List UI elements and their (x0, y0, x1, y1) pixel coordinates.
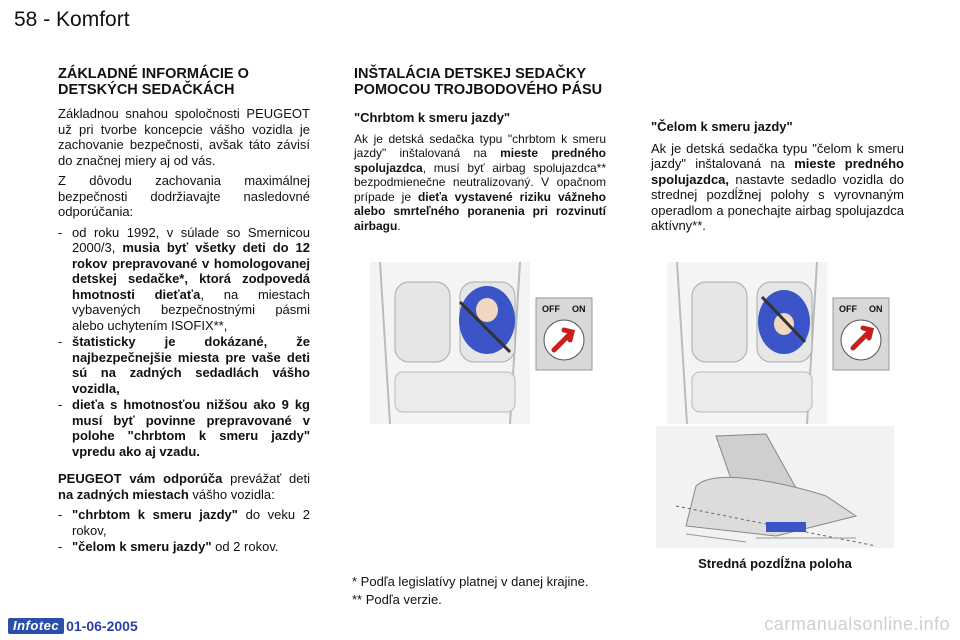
child-head (774, 313, 794, 335)
age-list (58, 507, 310, 555)
child-head (476, 298, 498, 322)
paragraph-recommendations: Z dôvodu zachovania maximálnej bezpečnosti dodržiavajte nasledovné odporúčania: (58, 173, 310, 219)
list-item: - od roku 1992, v súlade so Smernicou 2000/3, musia byť všetky deti do 12 rokov prepravované v homologovanej detskej sedačke*, ktorá zodpovedá hmotnosti dieťaťa, na miestach vybavených bezpečnostnými pásmi alebo uchytením ISOFIX**, (58, 224, 310, 333)
page-title: 58 - Komfort (14, 8, 130, 31)
column-forward-facing (651, 119, 904, 239)
rear-facing-seat-illustration (350, 262, 598, 424)
subheading-rear-facing: "Chrbtom k smeru jazdy" (354, 110, 511, 125)
airbag-label-strip (766, 522, 806, 532)
subheading-forward-facing: "Čelom k smeru jazdy" (651, 119, 793, 134)
footnotes (352, 574, 604, 609)
recommendation-list (58, 225, 310, 460)
forward-facing-seat-illustration (647, 262, 895, 424)
airbag-on-label: ON (869, 304, 883, 314)
list-item: - "chrbtom k smeru jazdy" do veku 2 rokov, (58, 507, 310, 538)
footer (8, 618, 138, 634)
section-heading-installation: INŠTALÁCIA DETSKEJ SEDAČKY POMOCOU TROJBODOVÉHO PÁSU (354, 66, 603, 98)
footnote-legislation: * Podľa legislatívy platnej v danej krajine. (352, 574, 589, 589)
list-item: - "čelom k smeru jazdy" od 2 rokov. (58, 539, 279, 554)
footnote-version: ** Podľa verzie. (352, 591, 442, 607)
paragraph-rear-facing: Ak je detská sedačka typu "chrbtom k smeru jazdy" inštalovaná na mieste predného spolujazdca, musí byť airbag spolujazdca** bezpodmienečne neutralizovaný. V opačnom prípade je dieťa vystavené riziku vážneho alebo smrteľného poranenia pri rozvinutí airbagu. (354, 131, 606, 233)
airbag-on-label: ON (572, 304, 586, 314)
airbag-off-label: OFF (839, 304, 857, 314)
watermark: carmanualsonline.info (764, 614, 950, 634)
list-item: - štatisticky je dokázané, že najbezpečnejšie miesta pre vaše deti sú na zadných sedadlách vášho vozidla, (58, 334, 310, 396)
footer-date: 01-06-2005 (66, 618, 138, 634)
airbag-off-label: OFF (542, 304, 560, 314)
section-heading-basic-info: ZÁKLADNÉ INFORMÁCIE O DETSKÝCH SEDAČKÁCH (58, 66, 249, 98)
paragraph-forward-facing: Ak je detská sedačka typu "čelom k smeru jazdy" inštalovaná na mieste predného spolujazdca, nastavte sedadlo vozidla do strednej pozdĺžnej polohy s vyrovnaným operadlom a ponechajte airbag spolujazdca aktívny**. (651, 140, 904, 233)
list-item: - dieťa s hmotnosťou nižšou ako 9 kg musí byť povinne prepravované v polohe "chrbtom k smeru jazdy" vpredu ako aj vzadu. (58, 397, 310, 459)
paragraph-intro: Základnou snahou spoločnosti PEUGEOT už pri tvorbe koncepcie vášho vozidla je zachovanie bezpečnosti, avšak táto závisí do značnej miery aj od vás. (58, 106, 310, 168)
paragraph-peugeot-recommends: PEUGEOT vám odporúča prevážať deti na zadných miestach vášho vozidla: (58, 471, 310, 502)
illustration-caption: Stredná pozdĺžna poloha (698, 556, 852, 571)
seat-position-illustration (656, 426, 894, 548)
infotec-logo: Infotec (8, 618, 64, 634)
column-installation (354, 66, 606, 238)
column-basic-info (58, 66, 310, 556)
